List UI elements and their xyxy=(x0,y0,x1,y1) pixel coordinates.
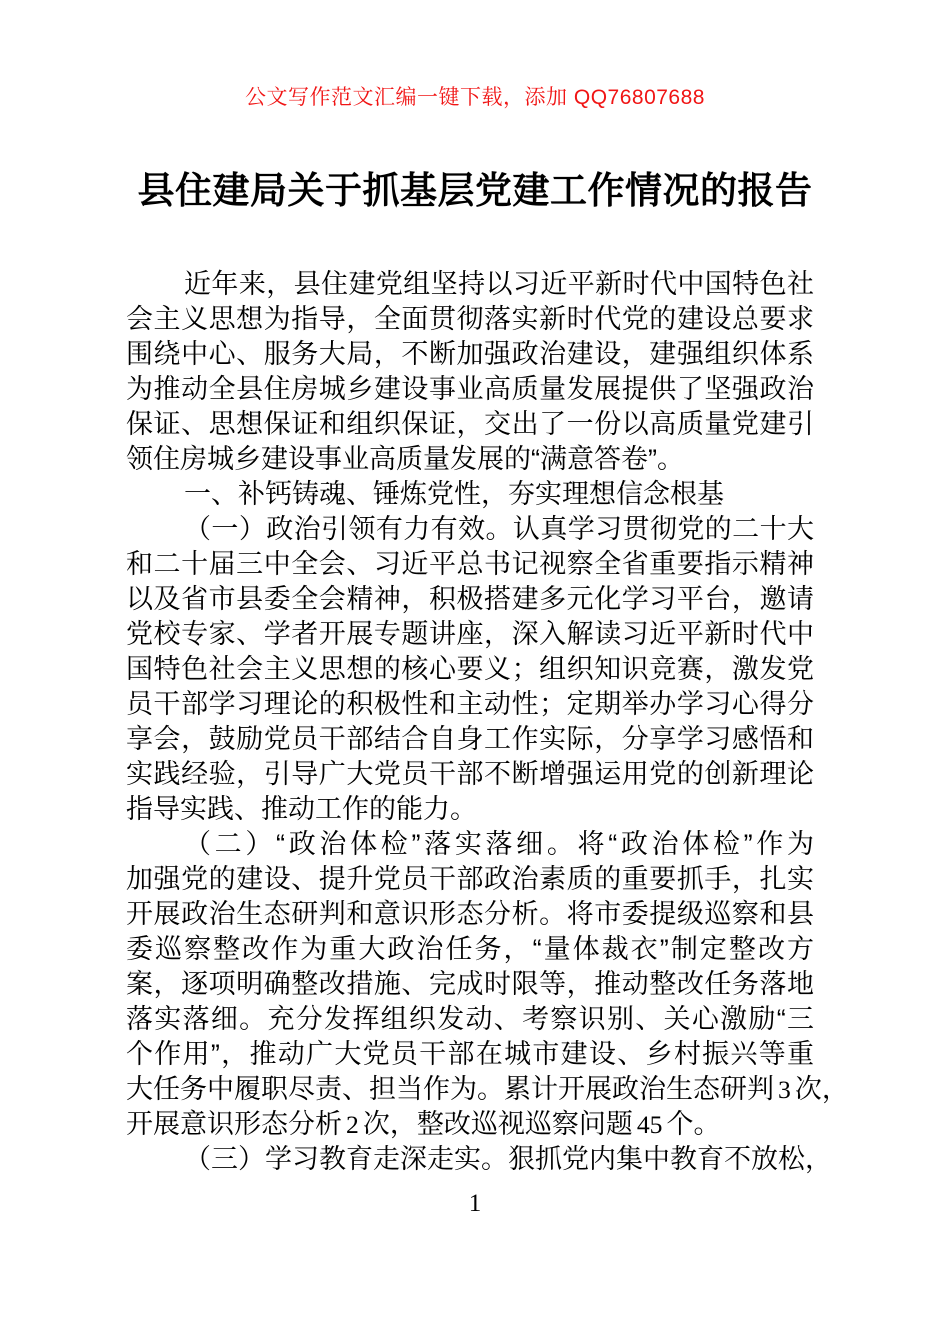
body-line: 一、补钙铸魂、锤炼党性，夯实理想信念根基 xyxy=(184,479,724,509)
page-number: 1 xyxy=(468,1190,482,1217)
body-line: （三）学习教育走深走实。狠抓党内集中教育不放松， xyxy=(184,1144,832,1174)
body-line: 以及省市县委全会精神，积极搭建多元化学习平台，邀请 xyxy=(126,584,814,614)
body-line: 为推动全县住房城乡建设事业高质量发展提供了坚强政治 xyxy=(126,374,814,404)
body-line: 开展政治生态研判和意识形态分析。将市委提级巡察和县 xyxy=(126,899,814,929)
body-line: 和二十届三中全会、习近平总书记视察全省重要指示精神 xyxy=(126,549,814,579)
body-line: 个作用”，推动广大党员干部在城市建设、乡村振兴等重 xyxy=(126,1039,814,1069)
promo-header-note: 公文写作范文汇编一键下载，添加 QQ76807688 xyxy=(245,86,705,109)
document-body xyxy=(126,267,849,1177)
body-line: 近年来，县住建党组坚持以习近平新时代中国特色社 xyxy=(184,269,814,299)
body-line: 领住房城乡建设事业高质量发展的“满意答卷”。 xyxy=(126,444,684,474)
body-line: 指导实践、推动工作的能力。 xyxy=(126,794,477,824)
body-line: 加强党的建设、提升党员干部政治素质的重要抓手，扎实 xyxy=(126,864,814,894)
body-line: 大任务中履职尽责、担当作为。累计开展政治生态研判 3 次， xyxy=(126,1074,849,1104)
body-line: 保证、思想保证和组织保证，交出了一份以高质量党建引 xyxy=(126,409,814,439)
document-title: 县住建局关于抓基层党建工作情况的报告 xyxy=(137,170,813,211)
body-line: （二）“政治体检”落实落细。将“政治体检”作为 xyxy=(184,829,814,859)
body-line: 委巡察整改作为重大政治任务，“量体裁衣”制定整改方 xyxy=(126,934,814,964)
body-line: 会主义思想为指导，全面贯彻落实新时代党的建设总要求 xyxy=(126,304,814,334)
body-line: 落实落细。充分发挥组织发动、考察识别、关心激励“三 xyxy=(126,1004,814,1034)
body-line: （一）政治引领有力有效。认真学习贯彻党的二十大 xyxy=(184,514,814,544)
body-line: 享会，鼓励党员干部结合自身工作实际，分享学习感悟和 xyxy=(126,724,814,754)
body-line: 员干部学习理论的积极性和主动性；定期举办学习心得分 xyxy=(126,689,814,719)
body-line: 实践经验，引导广大党员干部不断增强运用党的创新理论 xyxy=(126,759,814,789)
body-line: 围绕中心、服务大局，不断加强政治建设，建强组织体系 xyxy=(126,339,814,369)
body-line: 国特色社会主义思想的核心要义；组织知识竞赛，激发党 xyxy=(126,654,814,684)
body-line: 案，逐项明确整改措施、完成时限等，推动整改任务落地 xyxy=(126,969,814,999)
body-line: 开展意识形态分析 2 次，整改巡视巡察问题 45 个。 xyxy=(126,1109,721,1139)
body-line: 党校专家、学者开展专题讲座，深入解读习近平新时代中 xyxy=(126,619,814,649)
